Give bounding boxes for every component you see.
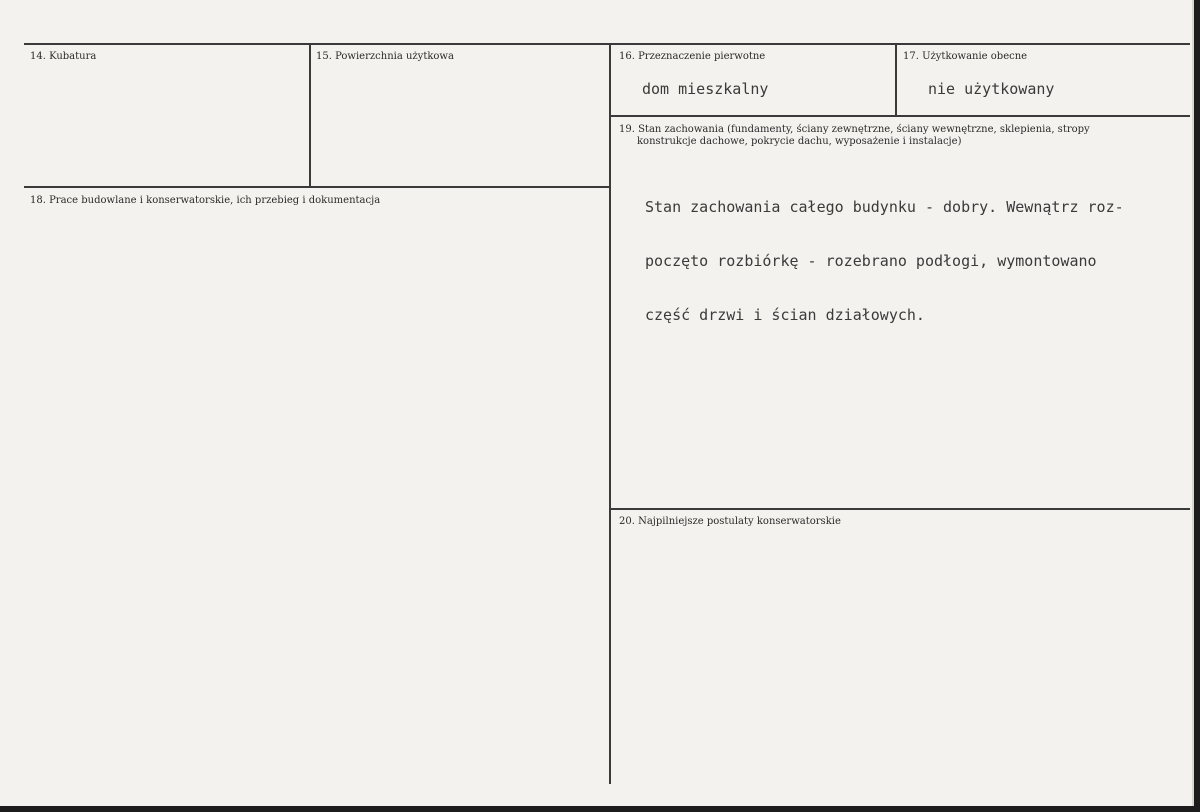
field-19-text-line: poczęto rozbiórkę - rozebrano podłogi, wymontowano xyxy=(645,252,1097,270)
field-19-label-line2: konstrukcje dachowe, pokrycie dachu, wyposażenie i instalacje) xyxy=(637,136,962,147)
rule-under-16-17 xyxy=(611,115,1190,117)
center-divider xyxy=(609,43,611,784)
field-17-label: 17. Użytkowanie obecne xyxy=(903,51,1028,62)
top-rule xyxy=(24,43,1190,45)
field-16-value: dom mieszkalny xyxy=(642,80,769,98)
divider-16-17 xyxy=(895,43,897,117)
field-19-label-line1: 19. Stan zachowania (fundamenty, ściany zewnętrzne, ściany wewnętrzne, sklepienia, stropy xyxy=(619,124,1090,135)
field-19-text xyxy=(645,162,1124,360)
field-16-label: 16. Przeznaczenie pierwotne xyxy=(619,51,766,62)
field-20-label: 20. Najpilniejsze postulaty konserwatorskie xyxy=(619,516,841,527)
divider-14-15 xyxy=(309,43,311,188)
rule-under-14-15 xyxy=(24,186,611,188)
field-19-text-line: Stan zachowania całego budynku - dobry. Wewnątrz roz- xyxy=(645,198,1124,216)
field-15-label: 15. Powierzchnia użytkowa xyxy=(316,51,454,62)
field-19-text-line: część drzwi i ścian działowych. xyxy=(645,306,925,324)
field-18-label: 18. Prace budowlane i konserwatorskie, ich przebieg i dokumentacja xyxy=(30,195,381,206)
rule-above-20 xyxy=(611,508,1190,510)
field-14-label: 14. Kubatura xyxy=(30,51,97,62)
field-17-value: nie użytkowany xyxy=(928,80,1055,98)
